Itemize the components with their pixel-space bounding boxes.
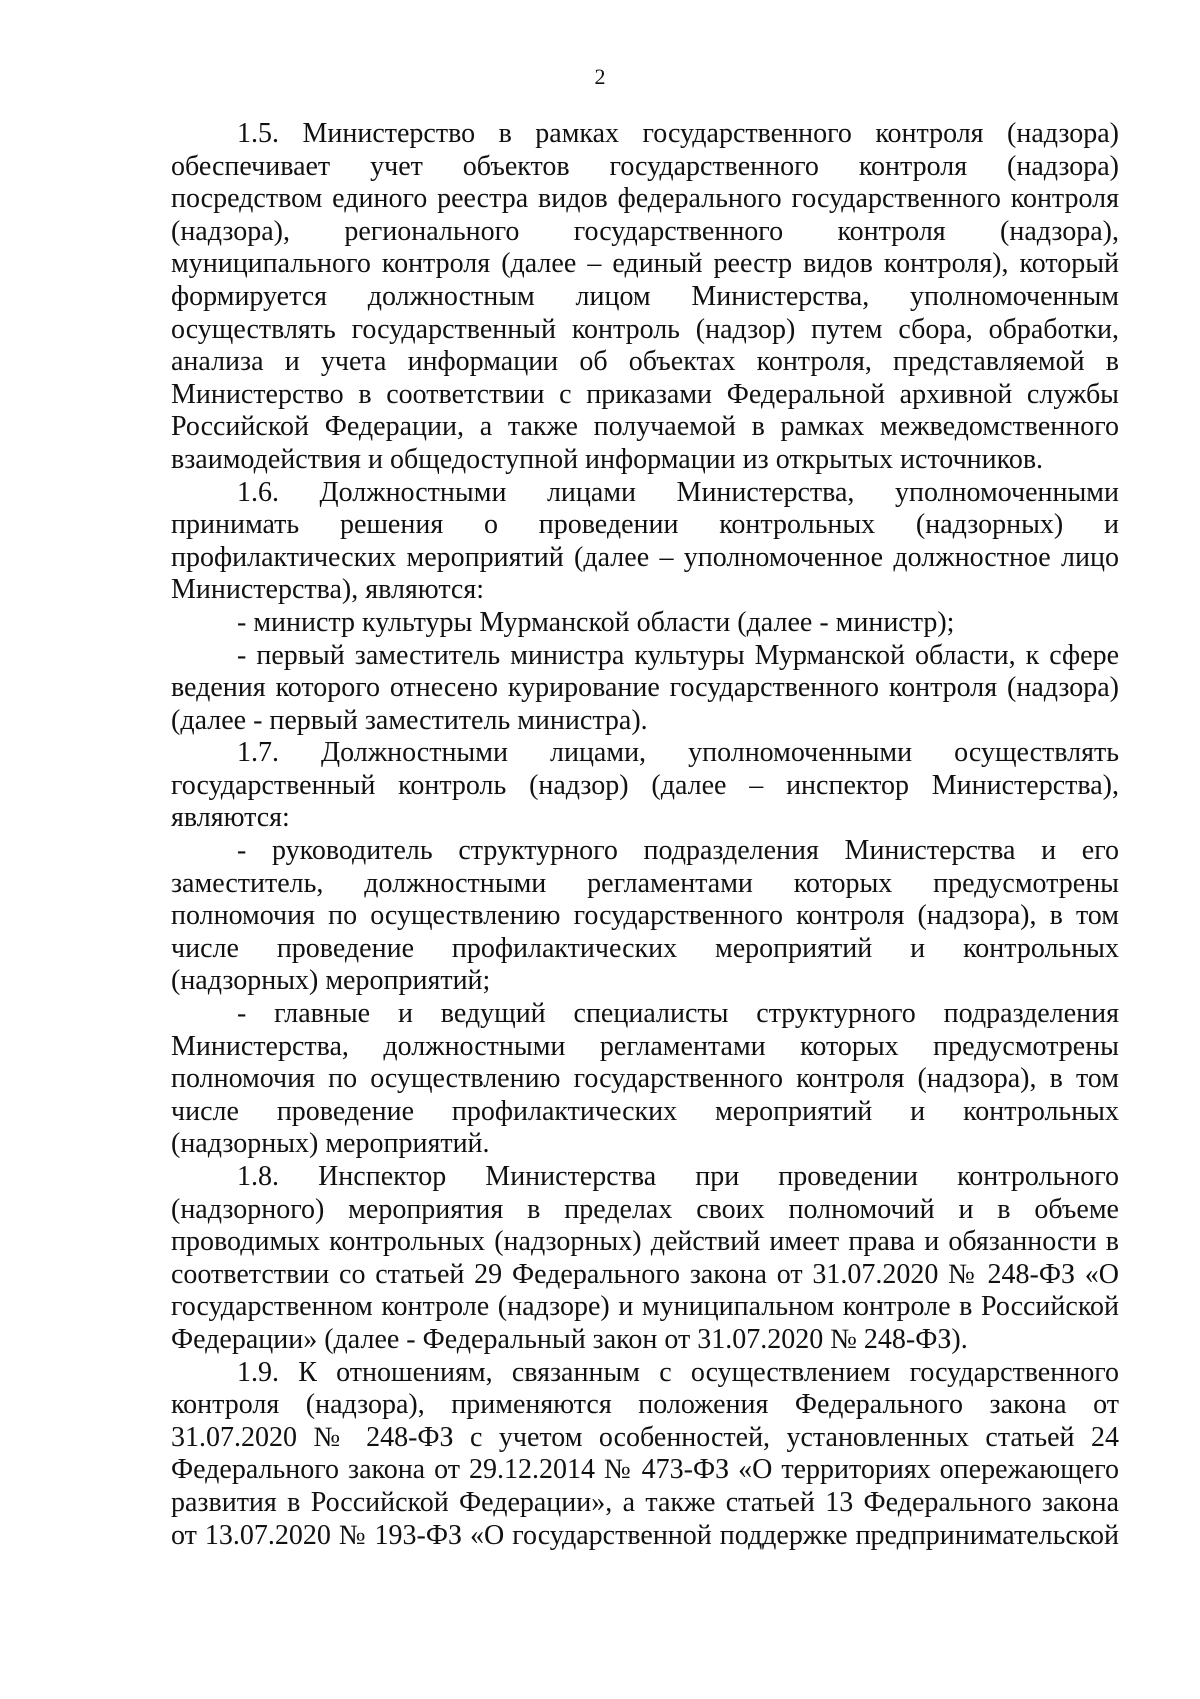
text-line: проводимых контрольных (надзорных) действий имеет права и обязанности в (171, 1226, 1119, 1258)
text-line: - главные и ведущий специалисты структурного подразделения (237, 998, 1119, 1030)
text-line: полномочия по осуществлению государственного контроля (надзора), в том (171, 900, 1119, 932)
text-line: принимать решения о проведении контрольных (надзорных) и (171, 509, 1119, 541)
text-line: Федерации» (далее - Федеральный закон от 31.07.2020 № 248-ФЗ). (171, 1323, 968, 1355)
text-line: осуществлять государственный контроль (надзор) путем сбора, обработки, (171, 313, 1119, 345)
text-line: 1.9. К отношениям, связанным с осуществлением государственного (237, 1356, 1119, 1388)
text-line: соответствии со статьей 29 Федерального закона от 31.07.2020 № 248-ФЗ «О (171, 1258, 1119, 1290)
text-line: числе проведение профилактических мероприятий и контрольных (171, 1095, 1119, 1127)
text-line: Федерального закона от 29.12.2014 № 473-ФЗ «О территориях опережающего (171, 1454, 1119, 1486)
text-line: (надзора), регионального государственного контроля (надзора), (171, 215, 1119, 247)
text-line: полномочия по осуществлению государственного контроля (надзора), в том (171, 1063, 1119, 1095)
text-line: государственном контроле (надзоре) и муниципальном контроле в Российской (171, 1291, 1119, 1323)
text-line: заместитель, должностными регламентами которых предусмотрены (171, 867, 1119, 899)
text-line: (надзорных) мероприятий; (171, 965, 491, 997)
text-line: обеспечивает учет объектов государственного контроля (надзора) (171, 150, 1119, 182)
text-line: 1.8. Инспектор Министерства при проведении контрольного (237, 1161, 1119, 1192)
text-line: 31.07.2020 № 248-ФЗ с учетом особенностей, установленных статьей 24 (171, 1421, 1119, 1453)
text-line: 1.6. Должностными лицами Министерства, уполномоченными (237, 476, 1119, 508)
text-line: от 13.07.2020 № 193-ФЗ «О государственной поддержке предпринимательской (171, 1519, 1119, 1551)
text-line: ведения которого отнесено курирование государственного контроля (надзора) (171, 672, 1119, 704)
text-line: (надзорных) мероприятий. (171, 1128, 490, 1160)
document-body (171, 118, 1119, 1552)
text-line: Министерства), являются: (171, 574, 485, 606)
text-line: являются: (171, 802, 290, 834)
text-line: анализа и учета информации об объектах контроля, представляемой в (171, 346, 1119, 378)
text-line: Российской Федерации, а также получаемой в рамках межведомственного (171, 411, 1119, 443)
text-line: контроля (надзора), применяются положения Федерального закона от (171, 1389, 1119, 1421)
text-line: (надзорного) мероприятия в пределах своих полномочий и в объеме (171, 1193, 1119, 1225)
text-line: муниципального контроля (далее – единый реестр видов контроля), который (171, 248, 1119, 280)
text-line: Министерства, должностными регламентами которых предусмотрены (171, 1030, 1119, 1062)
page-number: 2 (594, 64, 606, 89)
text-line: посредством единого реестра видов федерального государственного контроля (171, 183, 1119, 215)
text-line: профилактических мероприятий (далее – уполномоченное должностное лицо (171, 541, 1119, 573)
text-line: (далее - первый заместитель министра). (171, 704, 648, 736)
text-line: 1.7. Должностными лицами, уполномоченными осуществлять (237, 737, 1119, 769)
text-line: взаимодействия и общедоступной информации из открытых источников. (171, 443, 1044, 475)
text-line: - первый заместитель министра культуры Мурманской области, к сфере (237, 639, 1119, 671)
text-line: государственный контроль (надзор) (далее – инспектор Министерства), (171, 769, 1119, 801)
text-line: числе проведение профилактических мероприятий и контрольных (171, 932, 1119, 964)
text-line: Министерство в соответствии с приказами Федеральной архивной службы (171, 378, 1119, 410)
text-line: - министр культуры Мурманской области (далее - министр); (237, 606, 955, 638)
text-line: формируется должностным лицом Министерства, уполномоченным (171, 280, 1119, 312)
text-line: - руководитель структурного подразделения Министерства и его (237, 835, 1119, 867)
text-line: 1.5. Министерство в рамках государственного контроля (надзора) (237, 118, 1119, 149)
text-line: развития в Российской Федерации», а также статьей 13 Федерального закона (171, 1486, 1119, 1518)
